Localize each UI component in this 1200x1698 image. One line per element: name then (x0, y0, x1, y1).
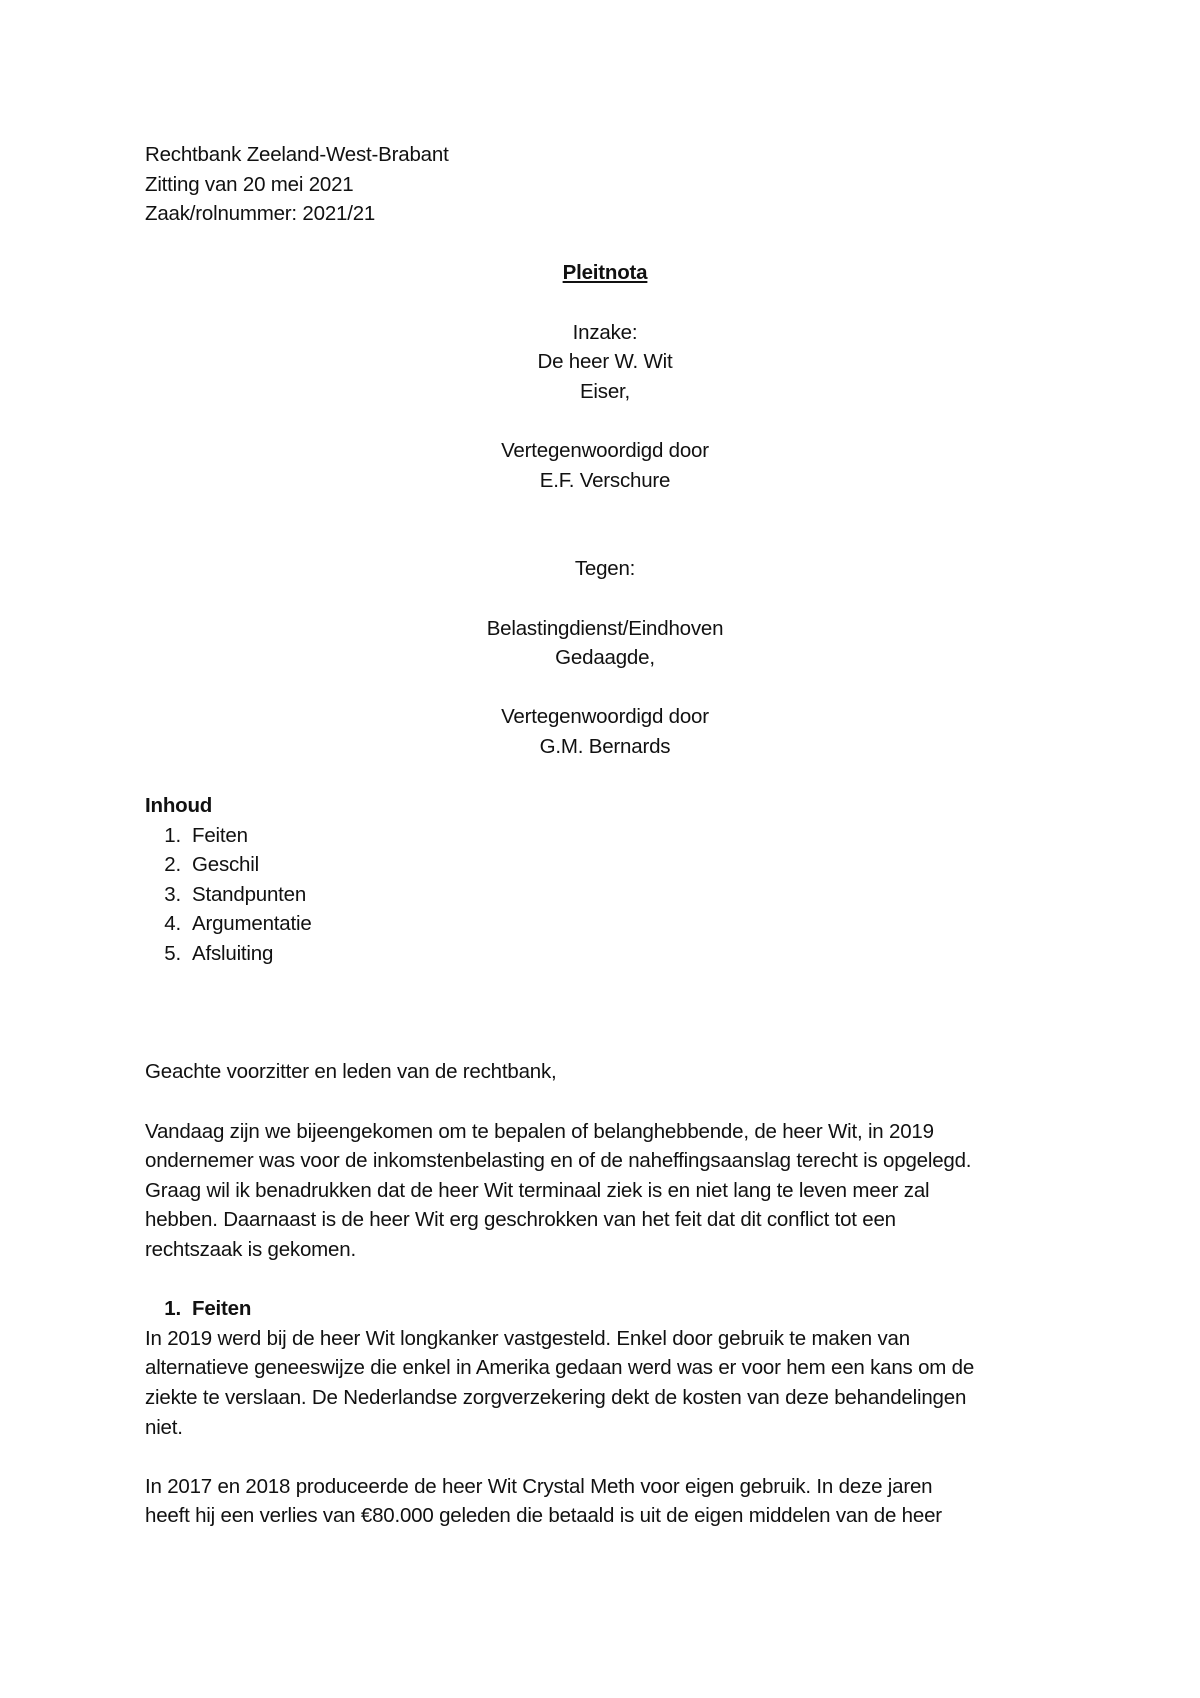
feiten-paragraph-1 (145, 1324, 1065, 1442)
toc-item: 4. Argumentatie (164, 912, 312, 936)
defendant-rep-name: G.M. Bernards (539, 734, 671, 758)
defendant-role: Gedaagde, (555, 646, 655, 670)
intro-paragraph (145, 1117, 1065, 1265)
paragraph-line: alternatieve geneeswijze die enkel in Amerika gedaan werd was er voor hem een kans om de (145, 1356, 975, 1380)
paragraph-line: ziekte te verslaan. De Nederlandse zorgverzekering dekt de kosten van deze behandelingen (145, 1385, 967, 1409)
plaintiff-name: De heer W. Wit (537, 350, 673, 374)
paragraph-line: rechtszaak is gekomen. (145, 1237, 356, 1261)
plaintiff-rep-name: E.F. Verschure (539, 468, 671, 492)
toc-heading: Inhoud (145, 794, 213, 818)
defendant-rep-label: Vertegenwoordigd door (501, 705, 709, 729)
case-number: Zaak/rolnummer: 2021/21 (145, 202, 376, 226)
title-block (145, 258, 1065, 761)
plaintiff-role: Eiser, (579, 379, 631, 403)
document-page (145, 140, 1065, 1531)
paragraph-line: Graag wil ik benadrukken dat de heer Wit terminaal ziek is en niet lang te leven meer zal (145, 1178, 930, 1202)
defendant-name: Belastingdienst/Eindhoven (486, 616, 724, 640)
toc-item: 2. Geschil (164, 853, 259, 877)
against-label: Tegen: (574, 557, 636, 581)
feiten-paragraph-2 (145, 1472, 1065, 1531)
toc-item: 3. Standpunten (164, 882, 307, 906)
salutation: Geachte voorzitter en leden van de rechtbank, (145, 1060, 557, 1084)
session-date: Zitting van 20 mei 2021 (145, 172, 354, 196)
paragraph-line: hebben. Daarnaast is de heer Wit erg geschrokken van het feit dat dit conflict tot een (145, 1208, 896, 1232)
document-title: Pleitnota (562, 261, 648, 285)
toc-item: 5. Afsluiting (164, 942, 274, 966)
inzake-label: Inzake: (572, 320, 638, 344)
paragraph-line: ondernemer was voor de inkomstenbelasting en of de naheffingsaanslag terecht is opgelegd. (145, 1149, 972, 1173)
section-heading-feiten: 1. Feiten (164, 1297, 252, 1321)
paragraph-line: heeft hij een verlies van €80.000 geleden die betaald is uit de eigen middelen van de heer (145, 1504, 942, 1528)
court-header (145, 140, 1065, 229)
paragraph-line: niet. (145, 1415, 183, 1439)
table-of-contents (145, 791, 1065, 969)
paragraph-line: In 2017 en 2018 produceerde de heer Wit Crystal Meth voor eigen gebruik. In deze jaren (145, 1474, 933, 1498)
toc-list (145, 821, 1065, 969)
paragraph-line: In 2019 werd bij de heer Wit longkanker vastgesteld. Enkel door gebruik te maken van (145, 1326, 910, 1350)
plaintiff-rep-label: Vertegenwoordigd door (501, 438, 709, 462)
paragraph-line: Vandaag zijn we bijeengekomen om te bepalen of belanghebbende, de heer Wit, in 2019 (145, 1119, 934, 1143)
court-name: Rechtbank Zeeland-West-Brabant (145, 143, 449, 166)
toc-item: 1. Feiten (164, 823, 248, 847)
